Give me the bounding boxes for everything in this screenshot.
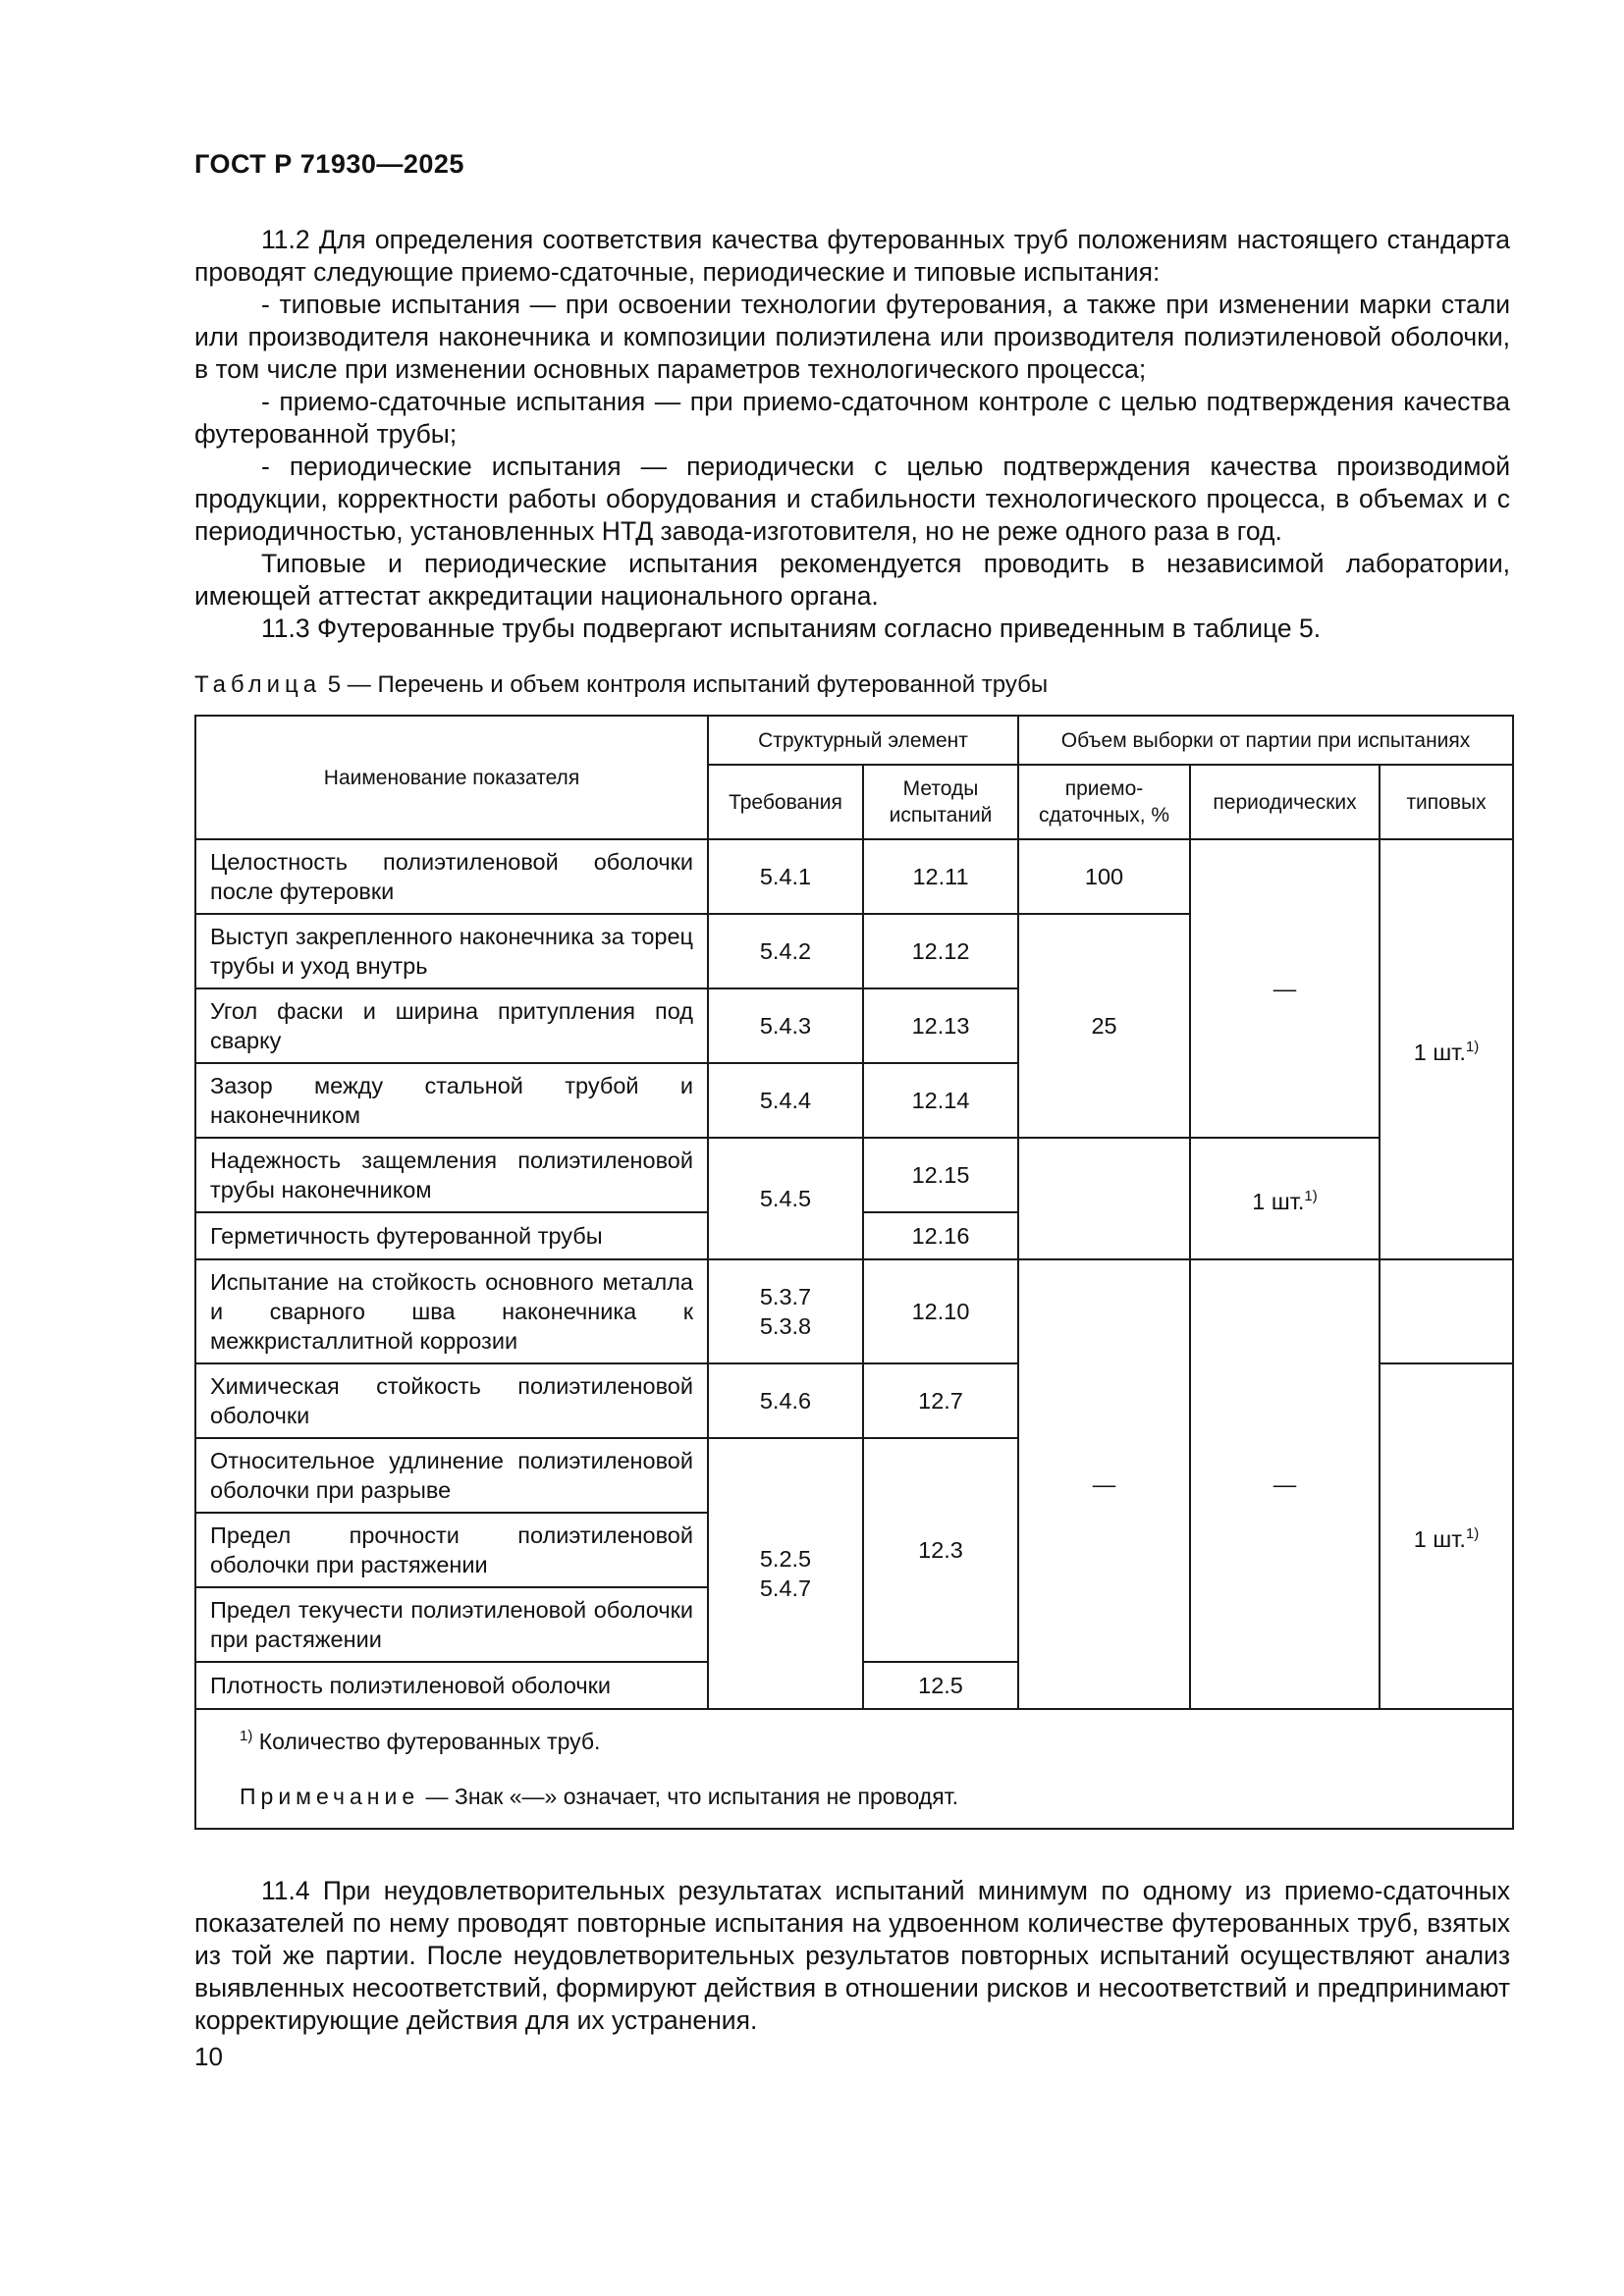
requirement-cell: 5.4.3 [708, 988, 863, 1063]
requirement-line: 5.3.7 [759, 1284, 812, 1309]
section-11-2 [194, 224, 1510, 645]
requirement-cell: 5.4.6 [708, 1363, 863, 1438]
method-cell: 12.7 [863, 1363, 1018, 1438]
note-label: Примечание [240, 1784, 420, 1809]
indicator-name: Зазор между стальной трубой и наконечником [195, 1063, 708, 1138]
value-text: 1 шт. [1413, 1039, 1466, 1065]
header-type-tests: типовых [1380, 765, 1513, 839]
section-11-4 [194, 1875, 1510, 2037]
method-cell: 12.5 [863, 1662, 1018, 1709]
value-text: 1 шт. [1252, 1188, 1305, 1214]
indicator-name: Предел текучести полиэтиленовой оболочки при растяжении [195, 1587, 708, 1662]
method-cell: 12.13 [863, 988, 1018, 1063]
footnote-text: Количество футерованных труб. [258, 1729, 601, 1754]
table-caption-label: Таблица [194, 671, 322, 698]
method-cell: 12.12 [863, 914, 1018, 988]
method-cell: 12.3 [863, 1438, 1018, 1662]
paragraph: Типовые и периодические испытания рекомендуется проводить в независимой лаборатории, имеющей аттестат аккредитации национального органа. [194, 549, 1510, 611]
requirement-cell: 5.4.4 [708, 1063, 863, 1138]
paragraph: 11.4 При неудовлетворительных результатах испытаний минимум по одному из приемо-сдаточных показателей по нему проводят повторные испытания на удвоенном количестве футерованных труб, взятых из той же партии. После неудовлетворительных результатов повторных испытаний осуществляют анализ выявленных несоответствий, формируют действия в отношении рисков и несоответствий и предпринимают корректирующие действия для их устранения. [194, 1876, 1510, 2035]
table-note [240, 1782, 1469, 1811]
indicator-name: Предел прочности полиэтиленовой оболочки при растяжении [195, 1513, 708, 1587]
periodic-cell [1190, 1138, 1380, 1259]
indicator-name: Надежность защемления полиэтиленовой трубы наконечником [195, 1138, 708, 1212]
table-row [195, 839, 1513, 914]
periodic-cell: — [1190, 1259, 1380, 1709]
note-text: — Знак «—» означает, что испытания не проводят. [425, 1784, 959, 1809]
indicator-name: Химическая стойкость полиэтиленовой оболочки [195, 1363, 708, 1438]
table-footer-row [195, 1709, 1513, 1829]
requirement-line: 5.4.7 [759, 1575, 812, 1601]
indicator-name: Испытание на стойкость основного металла и сварного шва наконечника к межкристаллитной коррозии [195, 1259, 708, 1363]
requirement-cell: 5.4.1 [708, 839, 863, 914]
header-requirements: Требования [708, 765, 863, 839]
method-cell: 12.11 [863, 839, 1018, 914]
table-row [195, 1259, 1513, 1363]
indicator-name: Угол фаски и ширина притупления под сварку [195, 988, 708, 1063]
footnote-mark: 1) [1304, 1187, 1318, 1204]
paragraph: 11.3 Футерованные трубы подвергают испытаниям согласно приведенным в таблице 5. [261, 614, 1322, 643]
acceptance-cell: — [1018, 1259, 1190, 1709]
header-methods: Методы испытаний [863, 765, 1018, 839]
acceptance-cell-empty [1018, 1138, 1190, 1259]
footnote-mark: 1) [1465, 1524, 1480, 1542]
table-caption [194, 671, 1048, 699]
periodic-cell: — [1190, 839, 1380, 1138]
table-footer [195, 1709, 1513, 1829]
indicator-name: Герметичность футерованной трубы [195, 1212, 708, 1259]
indicator-name: Плотность полиэтиленовой оболочки [195, 1662, 708, 1709]
table-caption-text: 5 — Перечень и объем контроля испытаний футерованной трубы [327, 671, 1049, 698]
indicator-name: Относительное удлинение полиэтиленовой оболочки при разрыве [195, 1438, 708, 1513]
method-cell: 12.15 [863, 1138, 1018, 1212]
type-cell-empty [1380, 1259, 1513, 1363]
paragraph: 11.2 Для определения соответствия качества футерованных труб положениям настоящего стандарта проводят следующие приемо-сдаточные, периодические и типовые испытания: [194, 225, 1510, 287]
footnote-mark: 1) [1465, 1038, 1480, 1055]
type-cell [1380, 839, 1513, 1259]
paragraph: - типовые испытания — при освоении технологии футерования, а также при изменении марки стали или производителя наконечника и композиции полиэтилена или производителя полиэтиленовой оболочки, в том числе при изменении основных параметров технологического процесса; [194, 290, 1510, 384]
indicator-name: Выступ закрепленного наконечника за торец трубы и уход внутрь [195, 914, 708, 988]
document-header: ГОСТ Р 71930—2025 [194, 149, 464, 179]
requirement-cell [708, 1438, 863, 1709]
indicator-name: Целостность полиэтиленовой оболочки после футеровки [195, 839, 708, 914]
requirement-line: 5.3.8 [759, 1313, 812, 1339]
requirement-line: 5.2.5 [759, 1546, 812, 1572]
acceptance-cell: 100 [1018, 839, 1190, 914]
header-acceptance: приемо-сдаточных, % [1018, 765, 1190, 839]
value-text: 1 шт. [1413, 1525, 1466, 1552]
requirement-cell: 5.4.2 [708, 914, 863, 988]
header-sample-size: Объем выборки от партии при испытаниях [1018, 716, 1513, 765]
header-name: Наименование показателя [195, 716, 708, 839]
type-cell [1380, 1363, 1513, 1709]
header-structural-element: Структурный элемент [708, 716, 1018, 765]
requirement-cell: 5.4.5 [708, 1138, 863, 1259]
footnote [240, 1722, 1469, 1756]
method-cell: 12.14 [863, 1063, 1018, 1138]
table-5 [194, 715, 1514, 1830]
page-number: 10 [194, 2042, 223, 2071]
method-cell: 12.16 [863, 1212, 1018, 1259]
footnote-mark: 1) [240, 1728, 253, 1744]
acceptance-cell: 25 [1018, 914, 1190, 1138]
header-periodic: периодических [1190, 765, 1380, 839]
method-cell: 12.10 [863, 1259, 1018, 1363]
paragraph: - периодические испытания — периодически с целью подтверждения качества производимой продукции, корректности работы оборудования и стабильности технологического процесса, в объемах и с периодичностью, установленных НТД завода-изготовителя, но не реже одного раза в год. [194, 452, 1510, 546]
requirement-cell [708, 1259, 863, 1363]
paragraph: - приемо-сдаточные испытания — при приемо-сдаточном контроле с целью подтверждения качества футерованной трубы; [194, 387, 1510, 449]
table-row [195, 1138, 1513, 1212]
